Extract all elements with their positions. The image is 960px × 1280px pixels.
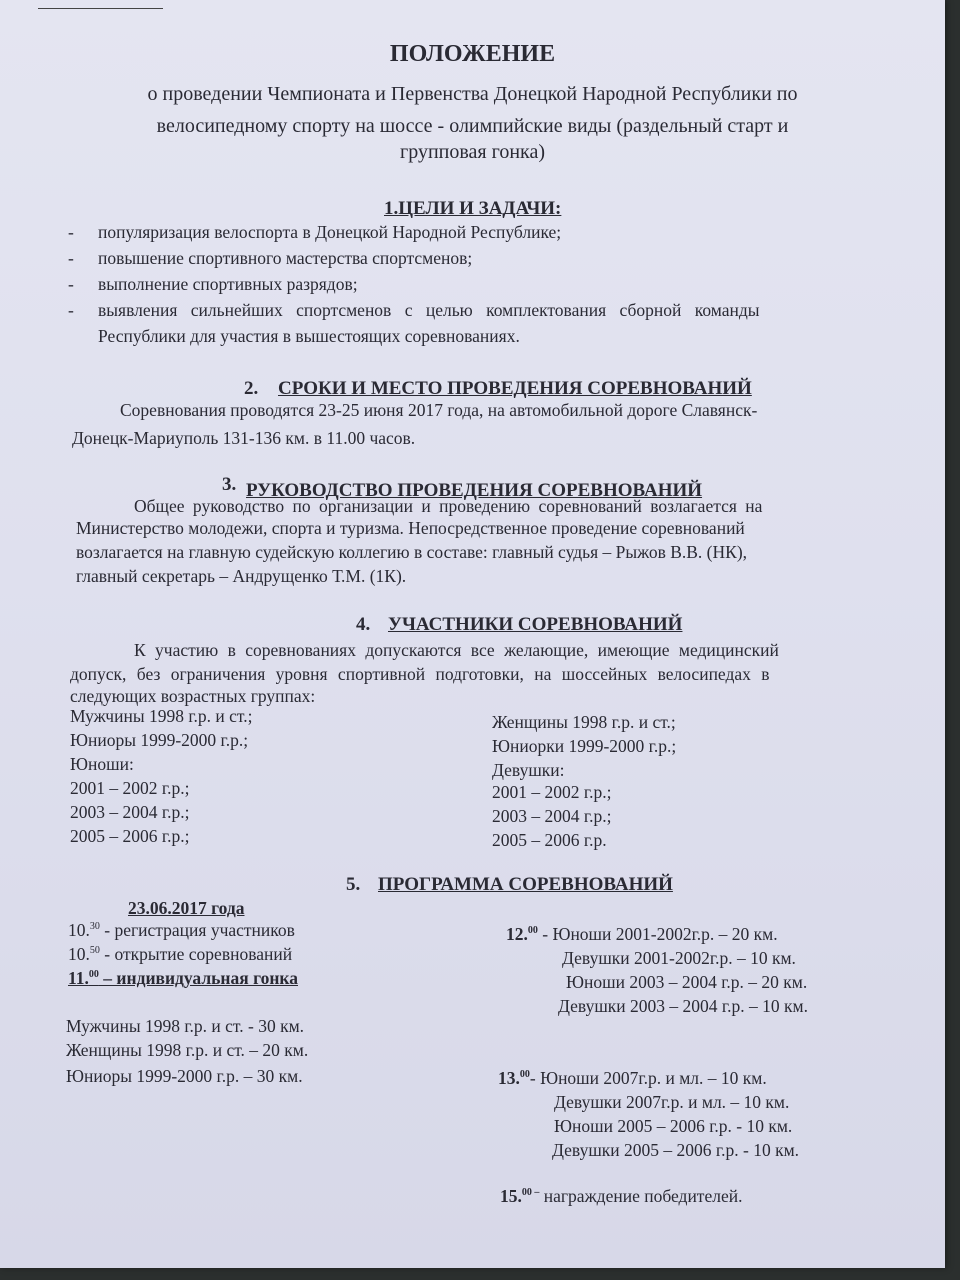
schedule-registration: 10.30 - регистрация участников: [68, 920, 295, 940]
header-rule: [38, 8, 163, 9]
race-men: Мужчины 1998 г.р. и ст. - 30 км.: [66, 1016, 305, 1036]
goal-item: выявления сильнейших спортсменов с целью комплектования сборной команды: [98, 300, 760, 320]
section-3-text-line-4: главный секретарь – Андрущенко Т.М. (1К).: [76, 566, 407, 586]
race-12-girls-2001: Девушки 2001-2002г.р. – 10 км.: [562, 948, 796, 968]
section-2-number: 2.: [244, 378, 259, 399]
race-12-girls-2003: Девушки 2003 – 2004 г.р. – 10 км.: [558, 996, 808, 1016]
section-4-heading: УЧАСТНИКИ СОРЕВНОВАНИЙ: [388, 614, 683, 635]
age-group-boys-2003: 2003 – 2004 г.р.;: [70, 802, 190, 822]
age-group-junior-women: Юниорки 1999-2000 г.р.;: [492, 736, 677, 756]
section-4-text-line-1: К участию в соревнованиях допускаются все желающие, имеющие медицинский: [134, 640, 779, 660]
section-3-text-line-1: Общее руководство по организации и проведению соревнований возлагается на: [134, 496, 763, 516]
section-3-number: 3.: [222, 474, 237, 495]
section-3-text-line-2: Министерство молодежи, спорта и туризма. Непосредственное проведение соревнований: [76, 518, 745, 538]
section-2-text-line-1: Соревнования проводятся 23-25 июня 2017 года, на автомобильной дороге Славянск-: [120, 400, 758, 420]
doc-title: ПОЛОЖЕНИЕ: [389, 41, 556, 67]
race-juniors: Юниоры 1999-2000 г.р. – 30 км.: [66, 1066, 303, 1086]
age-group-girls-2003: 2003 – 2004 г.р.;: [492, 806, 612, 826]
section-2-text-line-2: Донецк-Мариуполь 131-136 км. в 11.00 часов.: [72, 428, 416, 448]
bullet-dash: -: [68, 274, 74, 294]
age-group-boys-2005: 2005 – 2006 г.р.;: [70, 826, 190, 846]
schedule-opening: 10.50 - открытие соревнований: [68, 944, 293, 964]
bullet-dash: -: [68, 300, 74, 320]
goal-item-continuation: Республики для участия в вышестоящих соревнованиях.: [98, 326, 520, 346]
race-13-boys-2005: Юноши 2005 – 2006 г.р. - 10 км.: [554, 1116, 793, 1136]
section-5-number: 5.: [346, 874, 361, 895]
schedule-time-trial: 11.00 – индивидуальная гонка: [68, 968, 298, 988]
age-group-boys-label: Юноши:: [70, 754, 134, 774]
goal-item: популяризация велоспорта в Донецкой Народной Республике;: [98, 222, 562, 242]
age-group-girls-2005: 2005 – 2006 г.р.: [492, 830, 607, 850]
age-group-girls-2001: 2001 – 2002 г.р.;: [492, 782, 612, 802]
section-3-heading: РУКОВОДСТВО ПРОВЕДЕНИЯ СОРЕВНОВАНИЙ: [246, 480, 703, 501]
section-4-text-line-2: допуск, без ограничения уровня спортивной подготовки, на шоссейных велосипедах в: [70, 664, 770, 684]
age-group-juniors: Юниоры 1999-2000 г.р.;: [70, 730, 249, 750]
section-5-heading: ПРОГРАММА СОРЕВНОВАНИЙ: [378, 874, 673, 895]
race-13-girls-2007: Девушки 2007г.р. и мл. – 10 км.: [554, 1092, 790, 1112]
race-women: Женщины 1998 г.р. и ст. – 20 км.: [66, 1040, 309, 1060]
bullet-dash: -: [68, 248, 74, 268]
schedule-13: 13.00- Юноши 2007г.р. и мл. – 10 км.: [498, 1068, 767, 1088]
schedule-15-awards: 15.$^{00 -}$ награждение победителей.: [500, 1186, 743, 1206]
bullet-dash: -: [68, 222, 74, 242]
program-date: 23.06.2017 года: [128, 898, 245, 918]
doc-subtitle-line-3: групповая гонка): [400, 141, 545, 163]
age-group-men: Мужчины 1998 г.р. и ст.;: [70, 706, 253, 726]
goal-item: повышение спортивного мастерства спортсменов;: [98, 248, 473, 268]
section-2-heading: СРОКИ И МЕСТО ПРОВЕДЕНИЯ СОРЕВНОВАНИЙ: [278, 378, 752, 399]
section-3-text-line-3: возлагается на главную судейскую коллегию в составе: главный судья – Рыжов В.В. (НК),: [76, 542, 748, 562]
age-group-girls-label: Девушки:: [492, 760, 565, 780]
race-13-girls-2005: Девушки 2005 – 2006 г.р. - 10 км.: [552, 1140, 800, 1160]
age-group-boys-2001: 2001 – 2002 г.р.;: [70, 778, 190, 798]
doc-subtitle-line-2: велосипедному спорту на шоссе - олимпийские виды (раздельный старт и: [156, 115, 789, 137]
age-group-women: Женщины 1998 г.р. и ст.;: [492, 712, 676, 732]
doc-subtitle-line-1: о проведении Чемпионата и Первенства Донецкой Народной Республики по: [147, 83, 798, 105]
goal-item: выполнение спортивных разрядов;: [98, 274, 358, 294]
section-4-text-line-3: следующих возрастных группах:: [70, 686, 316, 706]
section-4-number: 4.: [356, 614, 371, 635]
section-1-heading: 1.ЦЕЛИ И ЗАДАЧИ:: [384, 198, 562, 219]
race-12-boys-2003: Юноши 2003 – 2004 г.р. – 20 км.: [566, 972, 808, 992]
schedule-12: 12.00 - Юноши 2001-2002г.р. – 20 км.: [506, 924, 778, 944]
